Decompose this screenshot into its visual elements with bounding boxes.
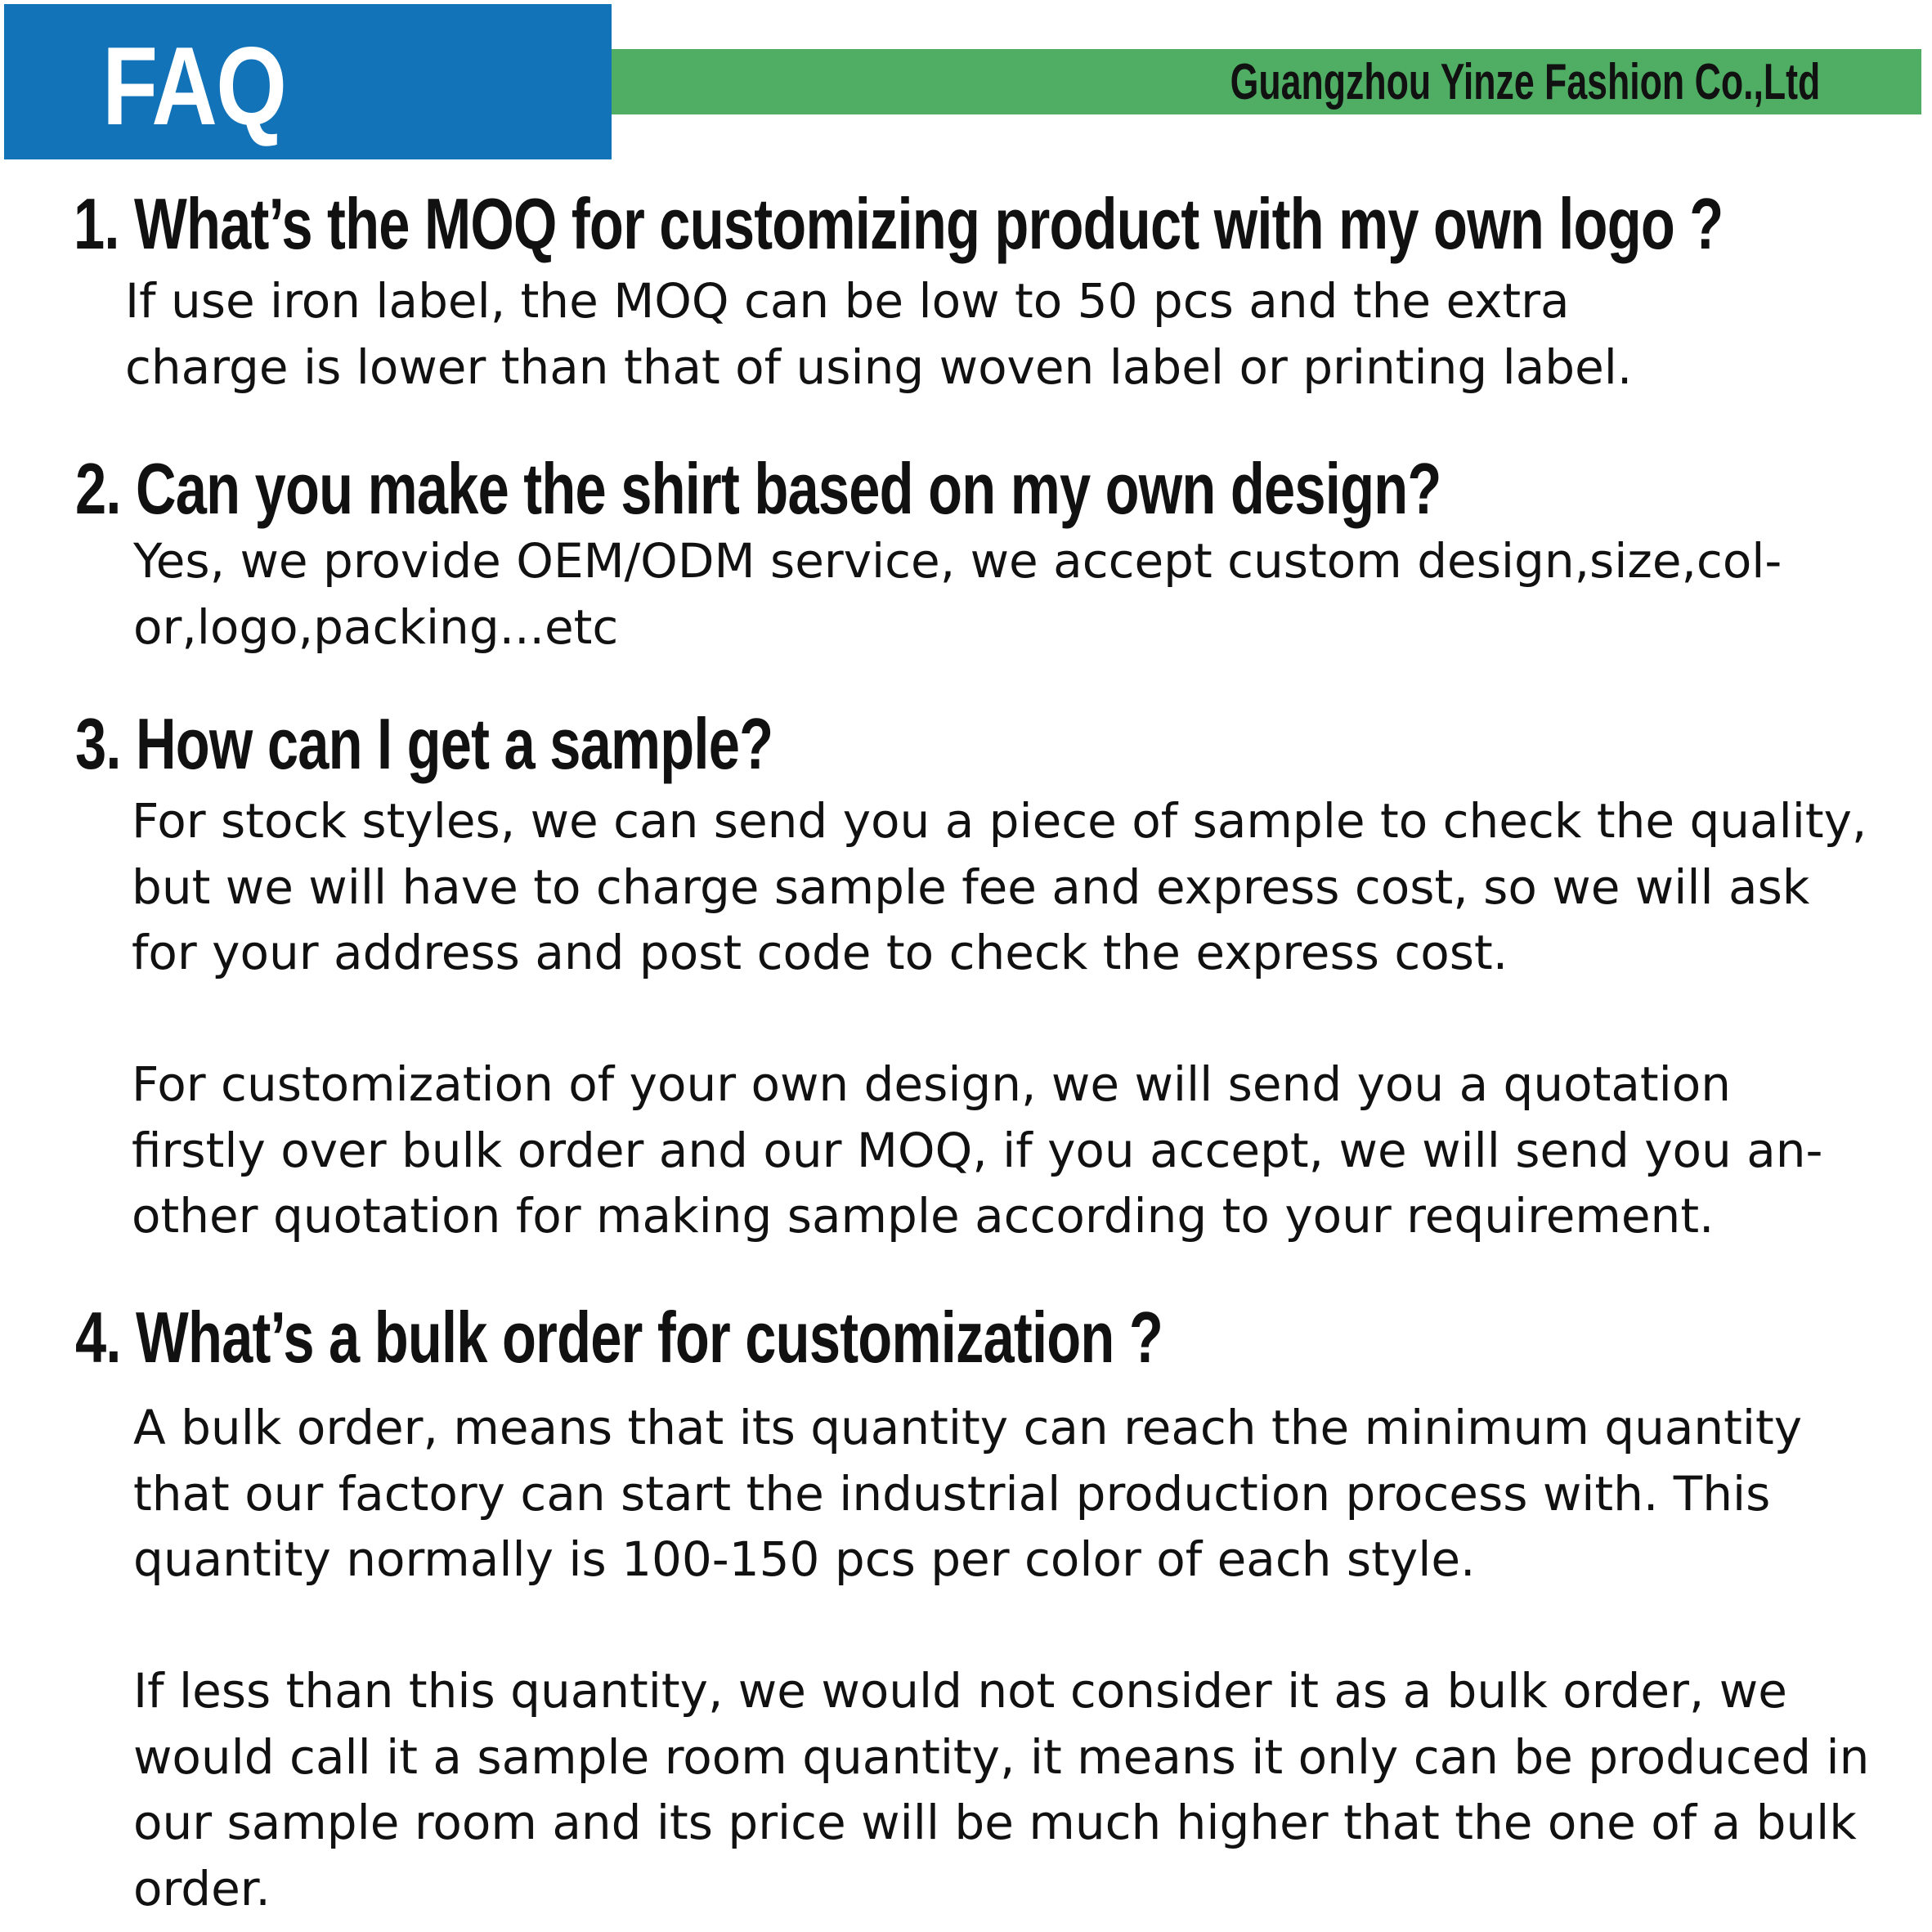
faq-question-2: 2. Can you make the shirt based on my own design? [75, 448, 1441, 529]
faq-answer-4: A bulk order, means that its quantity can reach the minimum quantity that our factory can start the industrial production process with. This quantity normally is 100-150 pcs per color of each style. If less than this quantity, we would not consider it as a bulk order, we would call it a sample room quantity, it means it only can be produced in our sample room and its price will be much higher that the one of a bulk order. [133, 1400, 1870, 1916]
faq-answer-3: For stock styles, we can send you a piece of sample to check the quality, but we will have to charge sample fee and express cost, so we will ask for your address and post code to check the express cost. For customization of your own design, we will send you a quotation firstly over bulk order and our MOQ, if you accept, we will send you an- other quotation for making sample according to your requirement. [132, 793, 1867, 1244]
faq-question-1: 1. What’s the MOQ for customizing product with my own logo ? [74, 183, 1724, 264]
faq-question-3: 3. How can I get a sample? [75, 703, 773, 784]
company-band [612, 49, 1921, 114]
page-title: FAQ [102, 24, 286, 148]
faq-title-block [4, 4, 612, 159]
company-name: Guangzhou Yinze Fashion Co.,Ltd [1230, 54, 1820, 110]
faq-question-4: 4. What’s a bulk order for customization ? [75, 1297, 1163, 1378]
faq-answer-2: Yes, we provide OEM/ODM service, we accept custom design,size,col- or,logo,packing...etc [133, 533, 1782, 655]
faq-answer-1: If use iron label, the MOQ can be low to 50 pcs and the extra charge is lower than that of using woven label or printing label. [125, 273, 1633, 395]
